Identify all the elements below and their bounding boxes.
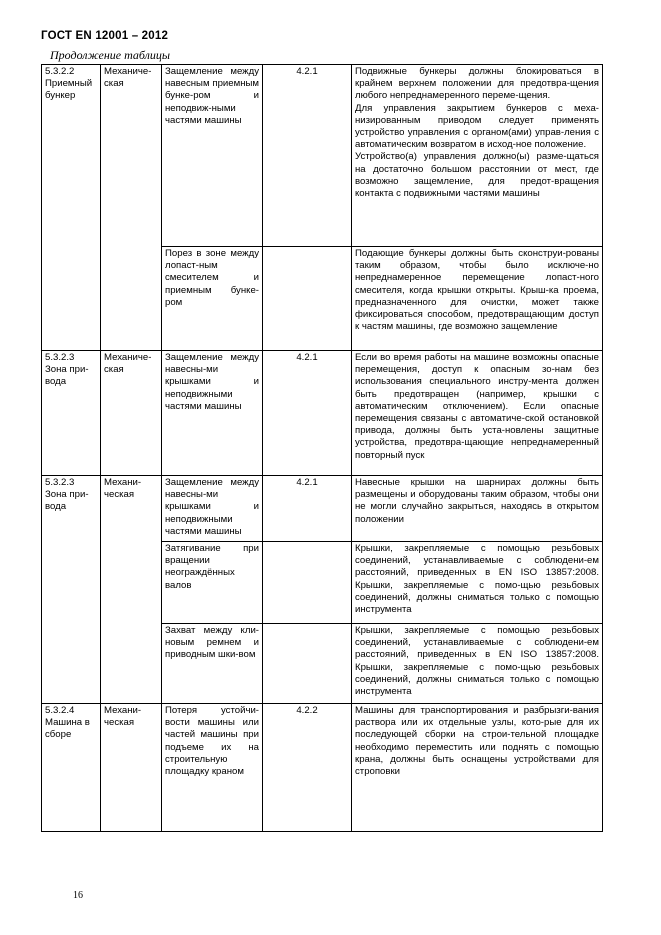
clause-reference <box>263 624 352 704</box>
table-row <box>42 351 603 476</box>
hazard-description: Потеря устойчи-вости машины или частей машины при подъеме их на строительную площадку краном <box>162 704 263 832</box>
table-continuation-label: Продолжение таблицы <box>50 48 171 62</box>
hazard-description: Порез в зоне между лопаст-ным смесителем и приемным бунке-ром <box>162 247 263 351</box>
safety-measures <box>352 704 603 832</box>
table-row <box>42 476 603 542</box>
hazard-type: Механи-ческая <box>101 476 162 704</box>
safety-measures <box>352 542 603 624</box>
row-code: 5.3.2.2 Приемный бункер <box>42 65 101 351</box>
hazard-type: Механиче-ская <box>101 351 162 476</box>
clause-reference <box>263 542 352 624</box>
measure-paragraph: Крышки, закрепляемые с помощью резьбовых соединений, устанавливаемые с соблюдени-ем расстояний, приведенных в EN ISO 13857:2008. Крышки, закрепляемые с помо-щью резьбовых соединений, должны сниматься только с помощью инструмента <box>355 625 599 698</box>
hazard-type: Механи-ческая <box>101 704 162 832</box>
measure-paragraph: Навесные крышки на шарнирах должны быть размещены и оборудованы таким образом, чтобы они не могли случайно закрыться, находясь в открытом положении <box>355 477 599 525</box>
measure-paragraph: Подвижные бункеры должны блокироваться в крайнем верхнем положении для предотвра-щения любого непреднамеренного переме-щения. <box>355 66 599 102</box>
measure-paragraph: Машины для транспортирования и разбрызги-вания раствора или их отдельные узлы, кото-рые для их последующей сборки на строи-тельной площадке необходимо переместить или поднять с помощью крана, должны быть оснащены устройствами для строповки <box>355 705 599 778</box>
measure-paragraph: Для управления закрытием бункеров с меха-низированным приводом следует применять устройство управления с органом(ами) управ-ления с автоматическим возвратом в исход-ное положение. <box>355 102 599 151</box>
measure-paragraph: Устройство(а) управления должно(ы) разме-щаться на достаточно большом расстоянии от мест, где возможно защемление, для предот-вращения контакта с подвижными частями машины <box>355 151 599 200</box>
safety-measures <box>352 247 603 351</box>
row-code: 5.3.2.3 Зона при-вода <box>42 476 101 704</box>
hazard-description: Затягивание при вращении неограждённых валов <box>162 542 263 624</box>
hazards-table <box>41 64 603 832</box>
clause-reference: 4.2.1 <box>263 65 352 247</box>
hazard-description: Защемление между навесны-ми крышками и неподвижными частями машины <box>162 351 263 476</box>
measure-paragraph: Крышки, закрепляемые с помощью резьбовых соединений, устанавливаемые с соблюдени-ем расстояний, приведенных в EN ISO 13857:2008. Крышки, закрепляемые с помо-щью резьбовых соединений, должны сниматься только с помощью инструмента <box>355 543 599 616</box>
hazard-description: Захват между кли-новым ремнем и приводным шки-вом <box>162 624 263 704</box>
hazard-description: Защемление между навесны-ми крышками и неподвижными частями машины <box>162 476 263 542</box>
safety-measures <box>352 624 603 704</box>
measure-paragraph: Подающие бункеры должны быть сконструи-рованы таким образом, чтобы было исключе-но непреднамеренное перемещение лопаст-ного смесителя, когда крышки открыты. Крыш-ка проема, предназначенного для очистки, может также фиксироваться способом, предотвращающим доступ к частям машины, где возможно защемление <box>355 248 599 333</box>
clause-reference: 4.2.2 <box>263 704 352 832</box>
row-code: 5.3.2.3 Зона при-вода <box>42 351 101 476</box>
clause-reference: 4.2.1 <box>263 476 352 542</box>
safety-measures <box>352 351 603 476</box>
safety-measures <box>352 65 603 247</box>
row-code: 5.3.2.4 Машина в сборе <box>42 704 101 832</box>
clause-reference: 4.2.1 <box>263 351 352 476</box>
safety-measures <box>352 476 603 542</box>
table-row <box>42 65 603 247</box>
measure-paragraph: Если во время работы на машине возможны опасные перемещения, доступ к опасным зо-нам без использования специального инстру-мента должен быть предотвращен (например, крышки с автоматическим отключением). Если опасные перемещения связаны с автоматиче-ской остановкой привода, должны быть уста-новлены защитные устройства, предотвра-щающие непреднамеренный повторный пуск <box>355 352 599 461</box>
hazard-description: Защемление между навесным приемным бунке-ром и неподвиж-ными частями машины <box>162 65 263 247</box>
hazard-type: Механиче-ская <box>101 65 162 351</box>
page-number: 16 <box>73 890 83 901</box>
document-title: ГОСТ EN 12001 – 2012 <box>41 30 169 42</box>
clause-reference <box>263 247 352 351</box>
table-row <box>42 704 603 832</box>
